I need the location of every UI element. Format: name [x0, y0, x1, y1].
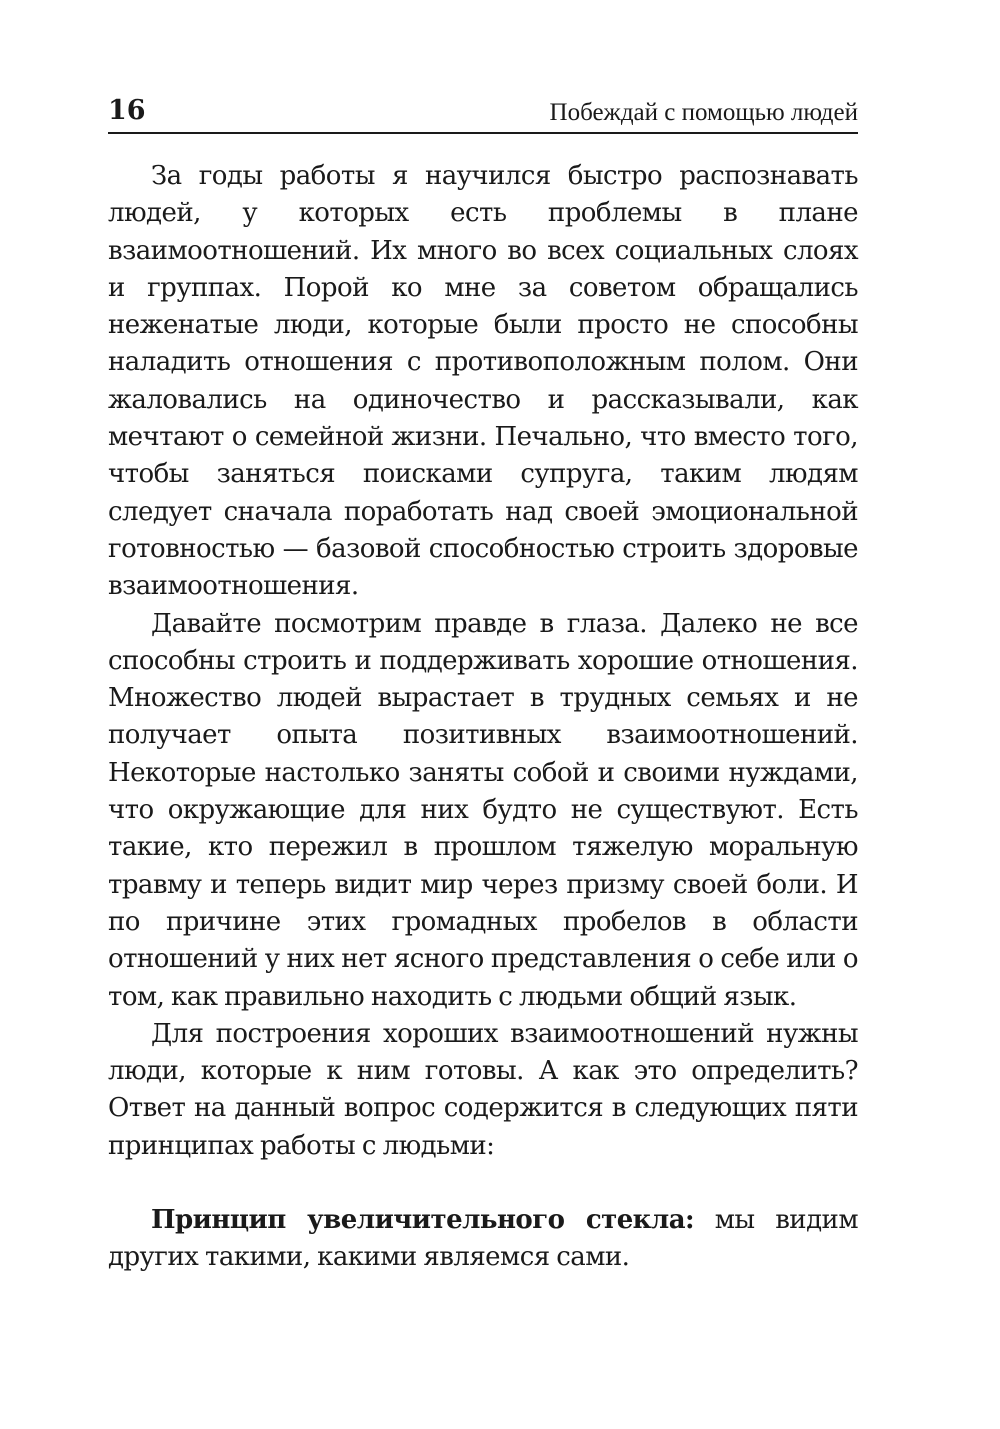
paragraph-3: Для построения хороших взаимоотношений нужны люди, которые к ним готовы. А как это определить? Ответ на данный вопрос содержится в следующих пяти принципах работы с людьми:	[108, 1018, 858, 1161]
running-title: Побеждай с помощью людей	[549, 99, 858, 126]
principle-text: мы видим других такими, какими являемся сами.	[108, 1205, 858, 1273]
paragraph-2: Давайте посмотрим правде в глаза. Далеко не все способны строить и поддерживать хорошие отношения. Множество людей вырастает в трудных семьях и не получает опыта позитивных взаимоотношений. Некоторые настолько заняты собой и своими нуждами, что окружающие для них будто не существуют. Есть такие, кто пережил в прошлом тяжелую моральную травму и теперь видит мир через призму своей боли. И по причине этих громадных пробелов в области отношений у них нет ясного представления о себе или о том, как правильно находить с людьми общий язык.	[108, 608, 858, 1012]
paragraph-1: За годы работы я научился быстро распознавать людей, у которых есть проблемы в плане взаимоотношений. Их много во всех социальных слоях и группах. Порой ко мне за советом обращались неженатые люди, которые были просто не способны наладить отношения с противоположным полом. Они жаловались на одиночество и рассказывали, как мечтают о семейной жизни. Печально, что вместо того, чтобы заняться поисками супруга, таким людям следует сначала поработать над своей эмоциональной готовностью — базовой способностью строить здоровые взаимоотношения.	[108, 161, 858, 602]
page-number: 16	[108, 95, 146, 126]
book-page	[108, 0, 858, 1429]
principle-title: Принцип увеличительного стекла:	[151, 1205, 695, 1236]
principle-paragraph	[108, 1202, 858, 1277]
body-text	[108, 158, 858, 1277]
page-header	[108, 92, 858, 134]
